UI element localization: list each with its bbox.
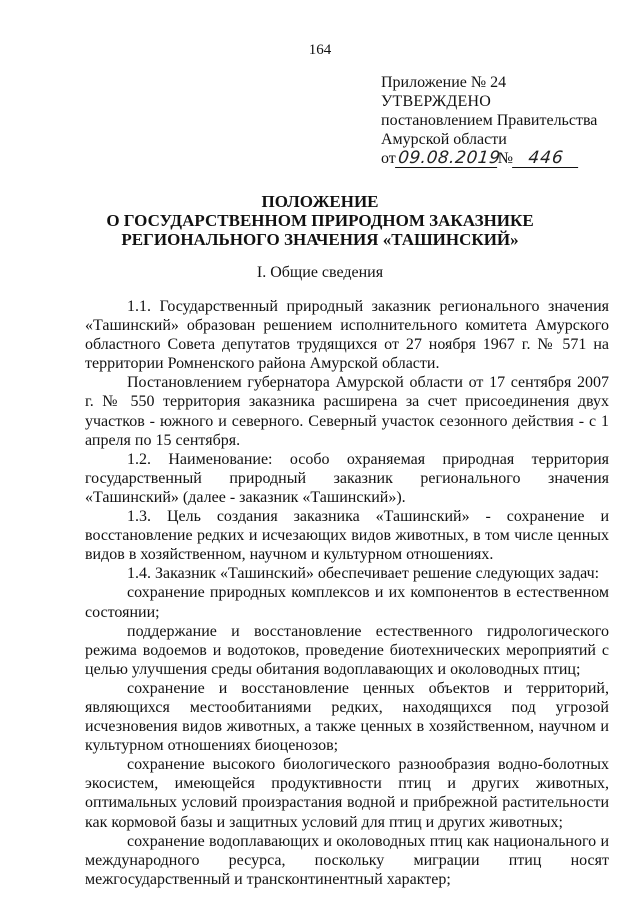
paragraph: 1.3. Цель создания заказника «Ташинский» - сохранение и восстановление редких и исчезающих видов животных, в том числе ценных видов в хозяйственном, научном и культурном отношениях. <box>85 508 609 564</box>
title-line-1: ПОЛОЖЕНИЕ <box>261 192 379 211</box>
date-prefix: от <box>381 150 396 167</box>
approved-label: УТВЕРЖДЕНО <box>381 93 492 110</box>
number-prefix: № <box>497 150 514 167</box>
document-title <box>0 192 640 249</box>
approval-date-number-line <box>381 149 621 168</box>
appendix-label: Приложение № 24 <box>381 74 507 91</box>
paragraph: сохранение водоплавающих и околоводных птиц как национального и международного ресурса, поскольку миграции птиц носят межгосударственный и трансконтинентный характер; <box>85 832 609 888</box>
paragraph: 1.2. Наименование: особо охраняемая природная территория государственный природный заказник регионального значения «Ташинский» (далее - заказник «Ташинский»). <box>85 450 609 506</box>
section-heading: I. Общие сведения <box>256 264 384 281</box>
paragraph: сохранение природных комплексов и их компонентов в естественном состоянии; <box>85 584 609 621</box>
handwritten-date: 09.08.2019 <box>396 148 502 168</box>
title-line-2: О ГОСУДАРСТВЕННОМ ПРИРОДНОМ ЗАКАЗНИКЕ <box>106 211 534 230</box>
approval-line-1: постановлением Правительства <box>381 112 598 129</box>
paragraph: сохранение и восстановление ценных объектов и территорий, являющихся местообитаниями редких, находящихся под угрозой исчезновения видов животных, а также ценных в хозяйственном, научном и культурном отношениях биоценозов; <box>85 679 609 755</box>
title-line-3: РЕГИОНАЛЬНОГО ЗНАЧЕНИЯ «ТАШИНСКИЙ» <box>121 230 519 249</box>
paragraph: 1.1. Государственный природный заказник регионального значения «Ташинский» образован решением исполнительного комитета Амурского областного Совета депутатов трудящихся от 27 ноября 1967 г. № 571 на территории Ромненского района Амурской области. <box>85 298 609 373</box>
approval-line-2: Амурской области <box>381 131 507 148</box>
approval-block <box>381 73 621 168</box>
page-number: 164 <box>308 42 332 58</box>
paragraph: Постановлением губернатора Амурской области от 17 сентября 2007 г. № 550 территория заказника расширена за счет присоединения двух участков - южного и северного. Северный участок сезонного действия - с 1 апреля по 15 сентября. <box>85 374 609 449</box>
paragraph: поддержание и восстановление естественного гидрологического режима водоемов и водотоков, проведение биотехнических мероприятий с целью улучшения среды обитания водоплавающих и околоводных птиц; <box>85 622 609 678</box>
paragraph: сохранение высокого биологического разнообразия водно-болотных экосистем, имеющейся продуктивности птиц и других животных, оптимальных условий произрастания водной и прибрежной растительности как кормовой базы и защитных условий для птиц и других животных; <box>85 756 609 831</box>
document-body <box>85 297 609 889</box>
paragraph: 1.4. Заказник «Ташинский» обеспечивает решение следующих задач: <box>127 565 600 583</box>
handwritten-number: 446 <box>512 150 580 168</box>
